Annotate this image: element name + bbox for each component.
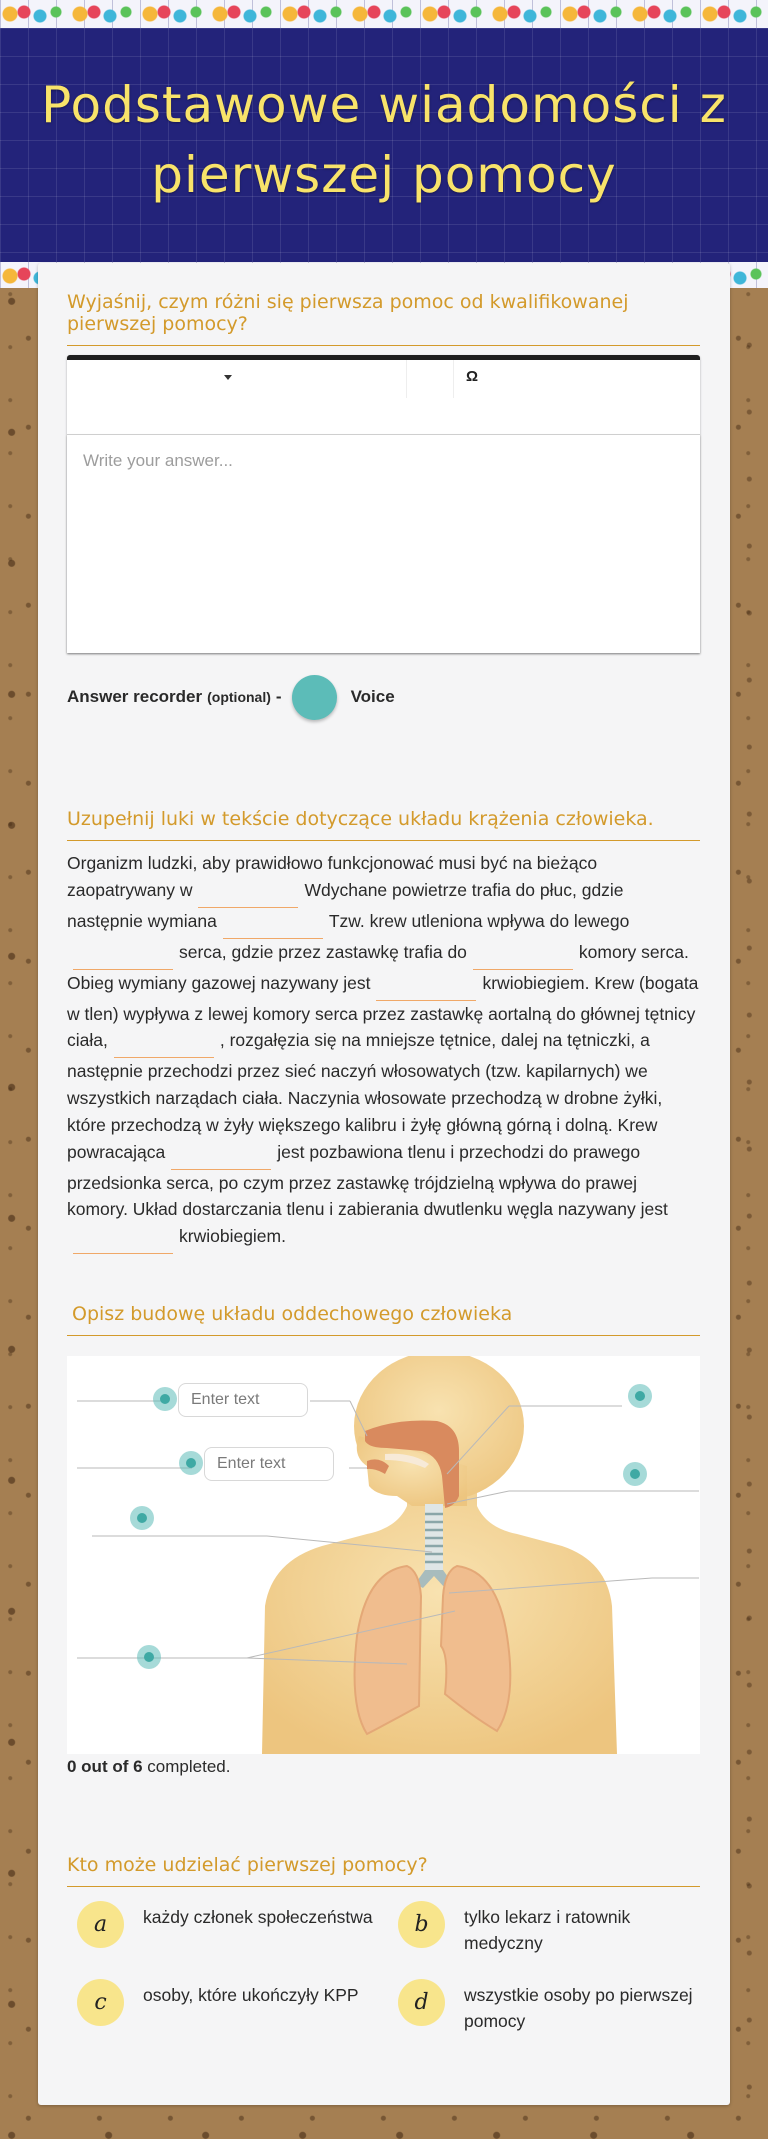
choice-letter-badge: b (398, 1901, 445, 1948)
answer-textarea[interactable] (67, 435, 700, 653)
question-title: Kto może udzielać pierwszej pomocy? (67, 1854, 700, 1887)
hotspot-dot-icon[interactable] (628, 1384, 652, 1408)
choice-list (67, 1901, 700, 2045)
completion-suffix: completed. (147, 1757, 231, 1776)
hotspot-dot-icon[interactable] (179, 1451, 203, 1475)
choice-option-c[interactable] (67, 1979, 379, 2045)
recorder-label: Answer recorder (67, 687, 203, 706)
question-title: Wyjaśnij, czym różni się pierwsza pomoc od kwalifikowanej pierwszej pomocy? (67, 291, 700, 346)
question-fill-blanks (67, 808, 700, 1254)
respiratory-system-diagram (67, 1356, 700, 1754)
blank-input-5[interactable] (376, 981, 476, 1001)
cloze-segment: krwiobiegiem. (179, 1225, 286, 1246)
decorative-doodle-strip-top (0, 0, 768, 28)
blank-input-8[interactable] (73, 1234, 173, 1254)
choice-option-a[interactable] (67, 1901, 379, 1967)
special-character-button[interactable]: Ω (466, 368, 479, 385)
choice-option-b[interactable] (388, 1901, 700, 1967)
choice-letter-badge: d (398, 1979, 445, 2026)
blank-input-3[interactable] (73, 950, 173, 970)
choice-text: osoby, które ukończyły KPP (143, 1985, 359, 2005)
choice-option-d[interactable] (388, 1979, 700, 2045)
cloze-segment: , rozgałęzia się na mniejsze tętnice, dalej na tętniczki, a następnie przechodzi przez sieć naczyń włosowatych (tzw. kapilarnych) we wszystkich narządach ciała. Naczynia włosowate przechodzą w drobne żyłki, które przechodzą w żyły większego kalibru i żyłę główną górną i dolną. Krew powracająca (67, 1030, 663, 1162)
cloze-segment: Wdychane powietrze trafia do płuc, gdzie następnie wymiana (67, 879, 624, 931)
cloze-segment: Tzw. krew utleniona wpływa do lewego (328, 910, 630, 931)
hotspot-dot-icon[interactable] (153, 1387, 177, 1411)
worksheet-card (38, 263, 730, 2105)
choice-text: tylko lekarz i ratownik medyczny (464, 1907, 631, 1953)
record-voice-button[interactable] (292, 675, 337, 720)
answer-recorder (67, 675, 700, 719)
completion-status (67, 1757, 700, 1777)
question-title: Uzupełnij luki w tekście dotyczące układu krążenia człowieka. (67, 808, 700, 841)
cloze-segment: komory serca. Obieg wymiany gazowej nazywany jest (67, 941, 689, 993)
header-banner (0, 0, 768, 288)
hotspot-dot-icon[interactable] (130, 1506, 154, 1530)
blank-input-1[interactable] (198, 888, 298, 908)
choice-letter-badge: a (77, 1901, 124, 1948)
cloze-segment: Organizm ludzki, aby prawidłowo funkcjonować musi być na bieżąco zaopatrywany w (67, 853, 598, 900)
choice-letter-badge: c (77, 1979, 124, 2026)
cloze-segment: krwiobiegiem. Krew (bogata w tlen) wypływa z lewej komory serca przez zastawkę aortalną do głównej tętnicy ciała, (67, 972, 699, 1051)
cloze-segment: serca, gdzie przez zastawkę trafia do (179, 941, 467, 962)
format-dropdown[interactable] (67, 360, 407, 398)
diagram-label-input-1[interactable] (178, 1383, 308, 1417)
blank-input-2[interactable] (223, 919, 323, 939)
editor-toolbar (67, 360, 700, 435)
question-label-diagram (67, 1303, 700, 1777)
toolbar-separator (407, 360, 454, 398)
recorder-dash: - (275, 687, 282, 706)
recorder-optional-label: (optional) (207, 689, 271, 705)
blank-input-7[interactable] (171, 1150, 271, 1170)
question-open-answer (67, 291, 700, 719)
blank-input-6[interactable] (114, 1038, 214, 1058)
blank-input-4[interactable] (473, 950, 573, 970)
choice-text: każdy członek społeczeństwa (143, 1907, 373, 1927)
diagram-label-input-2[interactable] (204, 1447, 334, 1481)
respiratory-system-illustration (67, 1356, 700, 1754)
cloze-segment: jest pozbawiona tlenu i przechodzi do prawego przedsionka serca, po czym przez zastawkę trójdzielną wpływa do prawej komory. Układ dostarczania tlenu i zabierania dwutlenku węgla nazywany jest (67, 1141, 668, 1220)
choice-text: wszystkie osoby po pierwszej pomocy (464, 1985, 693, 2031)
question-multiple-choice (67, 1854, 700, 2045)
caret-down-icon (224, 375, 232, 380)
hotspot-dot-icon[interactable] (623, 1462, 647, 1486)
cloze-text (67, 850, 700, 1254)
question-title: Opisz budowę układu oddechowego człowieka (67, 1303, 700, 1336)
completion-count: 0 out of 6 (67, 1757, 143, 1776)
hotspot-dot-icon[interactable] (137, 1645, 161, 1669)
rich-text-editor (67, 355, 700, 653)
page-title: Podstawowe wiadomości z pierwszej pomocy (41, 76, 727, 204)
voice-label: Voice (350, 687, 395, 706)
